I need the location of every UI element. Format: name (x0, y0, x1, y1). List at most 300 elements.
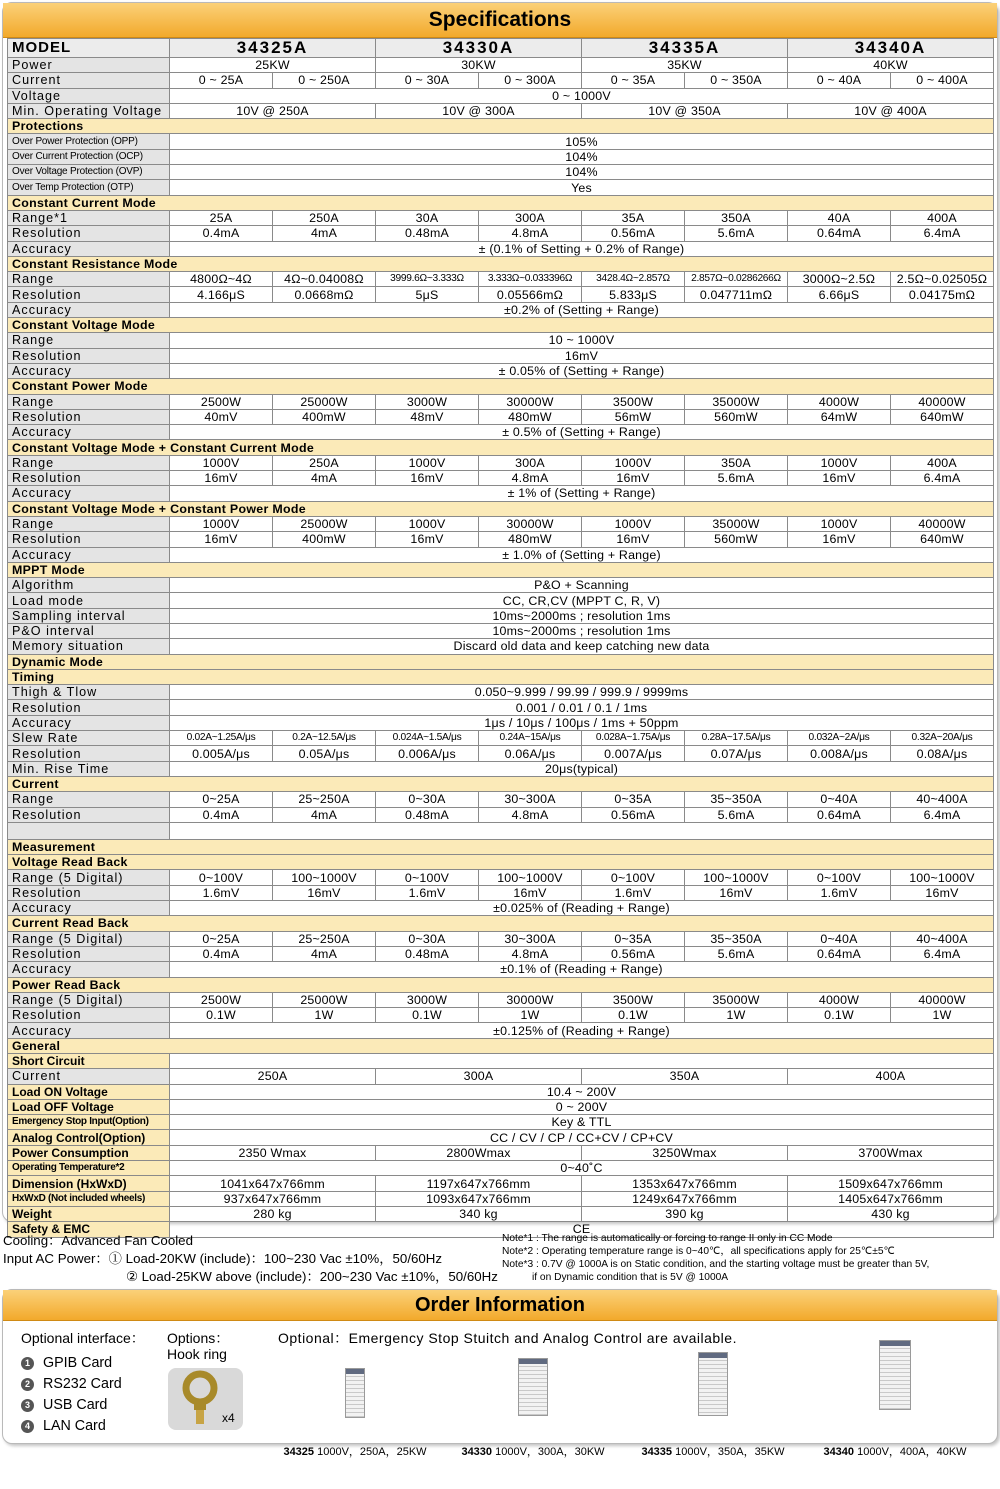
section-header: MPPT Mode (8, 562, 994, 577)
section-header: Power Read Back (8, 977, 994, 992)
spec-value: 10V @ 250A (170, 103, 376, 118)
hook-ring-image (168, 1368, 243, 1430)
spec-row (8, 287, 994, 302)
spec-row (8, 1206, 994, 1221)
spec-value: 0.64mA (788, 807, 891, 822)
spec-row (8, 839, 994, 854)
spec-value: 0.0668mΩ (273, 287, 376, 302)
spec-label: Resolution (8, 885, 170, 900)
spec-label: P&O interval (8, 623, 170, 638)
spec-label: Min. Rise Time (8, 761, 170, 776)
spec-value: 16mV (479, 885, 582, 900)
spec-row (8, 348, 994, 363)
spec-value: 0~30A (376, 792, 479, 807)
spec-row (8, 195, 994, 210)
section-header: General (8, 1038, 994, 1053)
spec-label: Accuracy (8, 962, 170, 977)
spec-row (8, 916, 994, 931)
ac-power-note-2: ② Load-25KW above (include)：200~230 Vac ±10%，50/60Hz (126, 1269, 498, 1284)
spec-value: 0~25A (170, 931, 273, 946)
spec-value: CC / CV / CP / CC+CV / CP+CV (170, 1130, 994, 1145)
spec-label: Range (8, 272, 170, 287)
spec-value: 3250Wmax (582, 1145, 788, 1160)
spec-value: 4.8mA (479, 807, 582, 822)
spec-label: Resolution (8, 746, 170, 761)
spec-value: 25000W (273, 394, 376, 409)
spec-value: 10ms~2000ms ; resolution 1ms (170, 623, 994, 638)
spec-row (8, 318, 994, 333)
spec-value: 64mW (788, 409, 891, 424)
spec-value: 20μs(typical) (170, 761, 994, 776)
spec-label: Range (8, 333, 170, 348)
spec-label: Min. Operating Voltage (8, 103, 170, 118)
load-cabinet-icon (345, 1368, 365, 1418)
spec-value: 3428.4Ω~2.857Ω (582, 272, 685, 287)
spec-value: 340 kg (376, 1206, 582, 1221)
spec-value: ±0.025% of (Reading + Range) (170, 901, 994, 916)
model-name: 34325A (170, 39, 376, 58)
spec-row (8, 241, 994, 256)
spec-value: 40mV (170, 409, 273, 424)
spec-row (8, 608, 994, 623)
spec-label: Resolution (8, 287, 170, 302)
spec-value: 40~400A (891, 792, 994, 807)
product-34335: 34335 1000V，350A，35KW (629, 1350, 797, 1416)
spec-row (8, 1176, 994, 1191)
spec-row (8, 746, 994, 761)
spec-value: 0.24A~15A/μs (479, 731, 582, 746)
spec-value: ±0.1% of (Reading + Range) (170, 962, 994, 977)
spec-value: ± (0.1% of Setting + 0.2% of Range) (170, 241, 994, 256)
spec-value: ± 0.05% of (Setting + Range) (170, 363, 994, 378)
spec-value: 0.56mA (582, 807, 685, 822)
spec-row (8, 440, 994, 455)
spec-row (8, 302, 994, 317)
spec-label: Resolution (8, 471, 170, 486)
spec-value: 6.4mA (891, 807, 994, 822)
spec-value: 0~30A (376, 931, 479, 946)
spec-value: Key & TTL (170, 1115, 994, 1130)
spec-label: Analog Control(Option) (8, 1130, 170, 1145)
section-header: Protections (8, 119, 994, 134)
spec-value: 0.028A~1.75A/μs (582, 731, 685, 746)
spec-row (8, 134, 994, 149)
spec-value: 10 ~ 1000V (170, 333, 994, 348)
spec-value: 3.333Ω~0.033396Ω (479, 272, 582, 287)
spec-value: 1W (273, 1008, 376, 1023)
spec-row (8, 486, 994, 501)
spec-value: 0.05566mΩ (479, 287, 582, 302)
spec-value: 1W (479, 1008, 582, 1023)
spec-value: 0.005A/μs (170, 746, 273, 761)
spec-label: Resolution (8, 1008, 170, 1023)
spec-value: 0 ~ 250A (273, 73, 376, 88)
spec-value: Discard old data and keep catching new data (170, 639, 994, 654)
spec-value: 10ms~2000ms ; resolution 1ms (170, 608, 994, 623)
spec-value: 0.008A/μs (788, 746, 891, 761)
spec-row (8, 1191, 994, 1206)
spec-label: Current (8, 73, 170, 88)
spec-row (8, 715, 994, 730)
spec-row (8, 1069, 994, 1084)
spec-value: ± 1.0% of (Setting + Range) (170, 547, 994, 562)
spec-row (8, 119, 994, 134)
spec-value: 10V @ 350A (582, 103, 788, 118)
spec-value: 16mV (891, 885, 994, 900)
spec-value: 4mA (273, 226, 376, 241)
spec-value: 4.166μS (170, 287, 273, 302)
spec-value: 0.001 / 0.01 / 0.1 / 1ms (170, 700, 994, 715)
spec-value: 1000V (170, 455, 273, 470)
spec-value: 0.4mA (170, 946, 273, 961)
spec-label: Range (5 Digital) (8, 931, 170, 946)
spec-value: 10.4 ~ 200V (170, 1084, 994, 1099)
spec-row (8, 58, 994, 73)
spec-value: 16mV (170, 471, 273, 486)
spec-value: 25KW (170, 58, 376, 73)
spec-label: Range (8, 394, 170, 409)
spec-value: 250A (273, 455, 376, 470)
spec-value: 0.047711mΩ (685, 287, 788, 302)
spec-value: 6.4mA (891, 946, 994, 961)
spec-label: Memory situation (8, 639, 170, 654)
spec-row (8, 73, 994, 88)
spec-value: 0 ~ 200V (170, 1099, 994, 1114)
spec-value: 48mV (376, 409, 479, 424)
spec-value: 16mV (685, 885, 788, 900)
footnote-3: Note*3 : 0.7V @ 1000A is on Static condition, and the starting voltage must be greater than 5V, (502, 1259, 930, 1270)
spec-row (8, 532, 994, 547)
spec-row (8, 931, 994, 946)
spec-value: 30000W (479, 516, 582, 531)
spec-value: 560mW (685, 409, 788, 424)
spec-row (8, 901, 994, 916)
model-name: 34330A (376, 39, 582, 58)
spec-value: 4mA (273, 471, 376, 486)
spec-value: 3000Ω~2.5Ω (788, 272, 891, 287)
spec-row (8, 776, 994, 791)
spec-value: 300A (376, 1069, 582, 1084)
spec-row (8, 149, 994, 164)
spec-value: 40000W (891, 394, 994, 409)
spec-label: Power (8, 58, 170, 73)
spec-label: Load mode (8, 593, 170, 608)
spec-value: 16mV (170, 348, 994, 363)
number-3-icon: 3 (21, 1399, 34, 1412)
spec-value: 250A (170, 1069, 376, 1084)
spec-value: 300A (479, 455, 582, 470)
spec-value: 5.6mA (685, 946, 788, 961)
spec-value: 1000V (582, 455, 685, 470)
section-header: Timing (8, 669, 994, 684)
spec-row (8, 870, 994, 885)
spec-value: 4Ω~0.04008Ω (273, 272, 376, 287)
product-34340: 34340 1000V，400A，40KW (811, 1350, 979, 1410)
spec-value: 1000V (376, 516, 479, 531)
spec-value: 0.1W (170, 1008, 273, 1023)
empty-cell (170, 822, 994, 839)
spec-value: 0 ~ 1000V (170, 88, 994, 103)
spec-value: 0.1W (788, 1008, 891, 1023)
section-header: Constant Current Mode (8, 195, 994, 210)
specifications-title: Specifications (3, 3, 997, 38)
spec-value: 1μs / 10μs / 100μs / 1ms + 50ppm (170, 715, 994, 730)
spec-row (8, 1008, 994, 1023)
spec-value: 1353x647x766mm (582, 1176, 788, 1191)
spec-value: 400A (788, 1069, 994, 1084)
section-header: Constant Resistance Mode (8, 256, 994, 271)
spec-row (8, 1054, 994, 1069)
spec-row (8, 425, 994, 440)
spec-value: 30KW (376, 58, 582, 73)
spec-row (8, 1084, 994, 1099)
load-cabinet-icon (518, 1358, 548, 1416)
spec-value: 350A (582, 1069, 788, 1084)
spec-row (8, 180, 994, 195)
spec-row (8, 578, 994, 593)
spec-value: CE (170, 1222, 994, 1237)
spec-label: Slew Rate (8, 731, 170, 746)
spec-value: 2500W (170, 394, 273, 409)
spec-value: 5.833μS (582, 287, 685, 302)
order-information-title: Order Information (3, 1290, 997, 1321)
spec-label: Over Temp Protection (OTP) (8, 180, 170, 195)
section-header: Measurement (8, 839, 994, 854)
spec-value: 0.1W (376, 1008, 479, 1023)
spec-label: Range*1 (8, 210, 170, 225)
spec-label: Dimension (HxWxD) (8, 1176, 170, 1191)
spec-value: 0.08A/μs (891, 746, 994, 761)
spec-value: 6.4mA (891, 471, 994, 486)
spec-row (8, 471, 994, 486)
spec-label: Sampling interval (8, 608, 170, 623)
spec-row (8, 455, 994, 470)
section-header: Constant Voltage Mode (8, 318, 994, 333)
order-information-panel (2, 1289, 998, 1458)
spec-value: 16mV (170, 532, 273, 547)
spec-label: Accuracy (8, 241, 170, 256)
spec-value: 0~40A (788, 931, 891, 946)
spec-row (8, 409, 994, 424)
spec-label: Accuracy (8, 486, 170, 501)
spec-value: ±0.125% of (Reading + Range) (170, 1023, 994, 1038)
empty-cell (8, 822, 170, 839)
spec-value: 0~40A (788, 792, 891, 807)
spec-label: Accuracy (8, 363, 170, 378)
spec-row (8, 1099, 994, 1114)
spec-value: 0~35A (582, 931, 685, 946)
spec-value: 0.64mA (788, 226, 891, 241)
spec-label: Over Current Protection (OCP) (8, 149, 170, 164)
section-header: Constant Power Mode (8, 379, 994, 394)
spec-value: 16mV (788, 532, 891, 547)
spec-value: 2.5Ω~0.02505Ω (891, 272, 994, 287)
spec-label: Load ON Voltage (8, 1084, 170, 1099)
spec-value: 3000W (376, 992, 479, 1007)
spec-row (8, 1161, 994, 1176)
spec-label: Range (5 Digital) (8, 992, 170, 1007)
spec-row (8, 379, 994, 394)
spec-value: 640mW (891, 409, 994, 424)
spec-value: 25~250A (273, 931, 376, 946)
spec-value: 0.4mA (170, 807, 273, 822)
spec-value: 25~250A (273, 792, 376, 807)
spec-value: 6.66μS (788, 287, 891, 302)
spec-value: 1.6mV (170, 885, 273, 900)
spec-value: ± 1% of (Setting + Range) (170, 486, 994, 501)
spec-value: 4.8mA (479, 226, 582, 241)
spec-row (8, 501, 994, 516)
spec-label: Resolution (8, 226, 170, 241)
spec-value: 0 ~ 400A (891, 73, 994, 88)
spec-value: 640mW (891, 532, 994, 547)
hook-ring-icon (180, 1370, 220, 1428)
spec-label: Range (5 Digital) (8, 870, 170, 885)
spec-label: Range (8, 516, 170, 531)
spec-value: 1000V (788, 455, 891, 470)
spec-label: Accuracy (8, 302, 170, 317)
footnote-3-cont: if on Dynamic condition that is 5V @ 1000A (532, 1272, 729, 1283)
spec-label: Resolution (8, 532, 170, 547)
spec-row (8, 394, 994, 409)
spec-value: 0.024A~1.5A/μs (376, 731, 479, 746)
options-title: Options： (167, 1330, 230, 1346)
spec-value: 350A (685, 455, 788, 470)
spec-row (8, 210, 994, 225)
spec-value: 1.6mV (788, 885, 891, 900)
spec-value: 4.8mA (479, 946, 582, 961)
spec-value: 0.48mA (376, 807, 479, 822)
spec-row (8, 822, 994, 839)
spec-row (8, 761, 994, 776)
spec-label: Resolution (8, 700, 170, 715)
spec-value: 25A (170, 210, 273, 225)
spec-value: 16mV (788, 471, 891, 486)
spec-value: 16mV (273, 885, 376, 900)
spec-value: 0.07A/μs (685, 746, 788, 761)
number-1-icon: 1 (21, 1357, 34, 1370)
spec-value: 250A (273, 210, 376, 225)
spec-label: Accuracy (8, 901, 170, 916)
spec-value: 10V @ 400A (788, 103, 994, 118)
spec-table (7, 38, 994, 1238)
spec-row (8, 885, 994, 900)
footnotes (502, 1232, 997, 1284)
spec-value: 2800Wmax (376, 1145, 582, 1160)
spec-value: 4mA (273, 807, 376, 822)
spec-value: 1W (685, 1008, 788, 1023)
hook-quantity: x4 (222, 1411, 235, 1425)
card-item: 2 RS232 Card (21, 1374, 122, 1395)
spec-value: 104% (170, 165, 994, 180)
spec-row (8, 256, 994, 271)
spec-value: 4.8mA (479, 471, 582, 486)
card-item: 3 USB Card (21, 1395, 122, 1416)
spec-value: 0.32A~20A/μs (891, 731, 994, 746)
spec-value: 0~100V (170, 870, 273, 885)
spec-row (8, 333, 994, 348)
spec-label: Operating Temperature*2 (8, 1161, 170, 1176)
spec-value: 1000V (170, 516, 273, 531)
number-4-icon: 4 (21, 1420, 34, 1433)
optional-note: Optional：Emergency Stop Stuitch and Analog Control are available. (278, 1330, 737, 1346)
spec-label: Range (8, 455, 170, 470)
spec-value: 350A (685, 210, 788, 225)
spec-label: Power Consumption (8, 1145, 170, 1160)
section-header: Dynamic Mode (8, 654, 994, 669)
spec-value: P&O + Scanning (170, 578, 994, 593)
spec-row (8, 685, 994, 700)
spec-value: 560mW (685, 532, 788, 547)
spec-row (8, 1038, 994, 1053)
spec-value: 3500W (582, 394, 685, 409)
spec-value: 400A (891, 210, 994, 225)
spec-row (8, 363, 994, 378)
spec-value: 4800Ω~4Ω (170, 272, 273, 287)
spec-row (8, 962, 994, 977)
load-cabinet-icon (879, 1340, 911, 1410)
spec-value: 0~100V (376, 870, 479, 885)
spec-value: 35A (582, 210, 685, 225)
spec-value: 1509x647x766mm (788, 1176, 994, 1191)
spec-value: 16mV (376, 471, 479, 486)
spec-value: 1249x647x766mm (582, 1191, 788, 1206)
spec-label: Emergency Stop Input(Option) (8, 1115, 170, 1130)
spec-value: 4mA (273, 946, 376, 961)
spec-value: 0.050~9.999 / 99.99 / 999.9 / 9999ms (170, 685, 994, 700)
number-2-icon: 2 (21, 1378, 34, 1391)
spec-value: 30000W (479, 394, 582, 409)
spec-row (8, 700, 994, 715)
spec-value: 35KW (582, 58, 788, 73)
spec-value: 0 ~ 40A (788, 73, 891, 88)
spec-value: 0.007A/μs (582, 746, 685, 761)
spec-value: 0~35A (582, 792, 685, 807)
spec-value: 100~1000V (273, 870, 376, 885)
spec-value: 6.4mA (891, 226, 994, 241)
spec-row (8, 623, 994, 638)
spec-label: Accuracy (8, 547, 170, 562)
spec-value: 5.6mA (685, 807, 788, 822)
section-header: Constant Voltage Mode + Constant Power Mode (8, 501, 994, 516)
spec-value: 1093x647x766mm (376, 1191, 582, 1206)
spec-value: 35~350A (685, 931, 788, 946)
spec-value: 0.06A/μs (479, 746, 582, 761)
spec-label: Weight (8, 1206, 170, 1221)
spec-value: 0.04175mΩ (891, 287, 994, 302)
spec-value: 1041x647x766mm (170, 1176, 376, 1191)
spec-value: 0.28A~17.5A/μs (685, 731, 788, 746)
spec-value: 400A (891, 455, 994, 470)
spec-row (8, 593, 994, 608)
spec-value: 16mV (582, 471, 685, 486)
spec-value: 0.56mA (582, 946, 685, 961)
spec-value: ±0.2% of (Setting + Range) (170, 302, 994, 317)
spec-row (8, 731, 994, 746)
specifications-panel (2, 2, 998, 1237)
spec-value: 0.02A~1.25A/μs (170, 731, 273, 746)
spec-value: 30000W (479, 992, 582, 1007)
spec-value: 3999.6Ω~3.333Ω (376, 272, 479, 287)
spec-label: Thigh & Tlow (8, 685, 170, 700)
footnote-2: Note*2 : Operating temperature range is 0~40℃，all specifications apply for 25℃±5℃ (502, 1246, 895, 1257)
spec-label: Resolution (8, 946, 170, 961)
spec-value: 16mV (376, 532, 479, 547)
spec-value: 0~100V (788, 870, 891, 885)
spec-row (8, 226, 994, 241)
spec-value: 1.6mV (376, 885, 479, 900)
spec-value: 40000W (891, 992, 994, 1007)
